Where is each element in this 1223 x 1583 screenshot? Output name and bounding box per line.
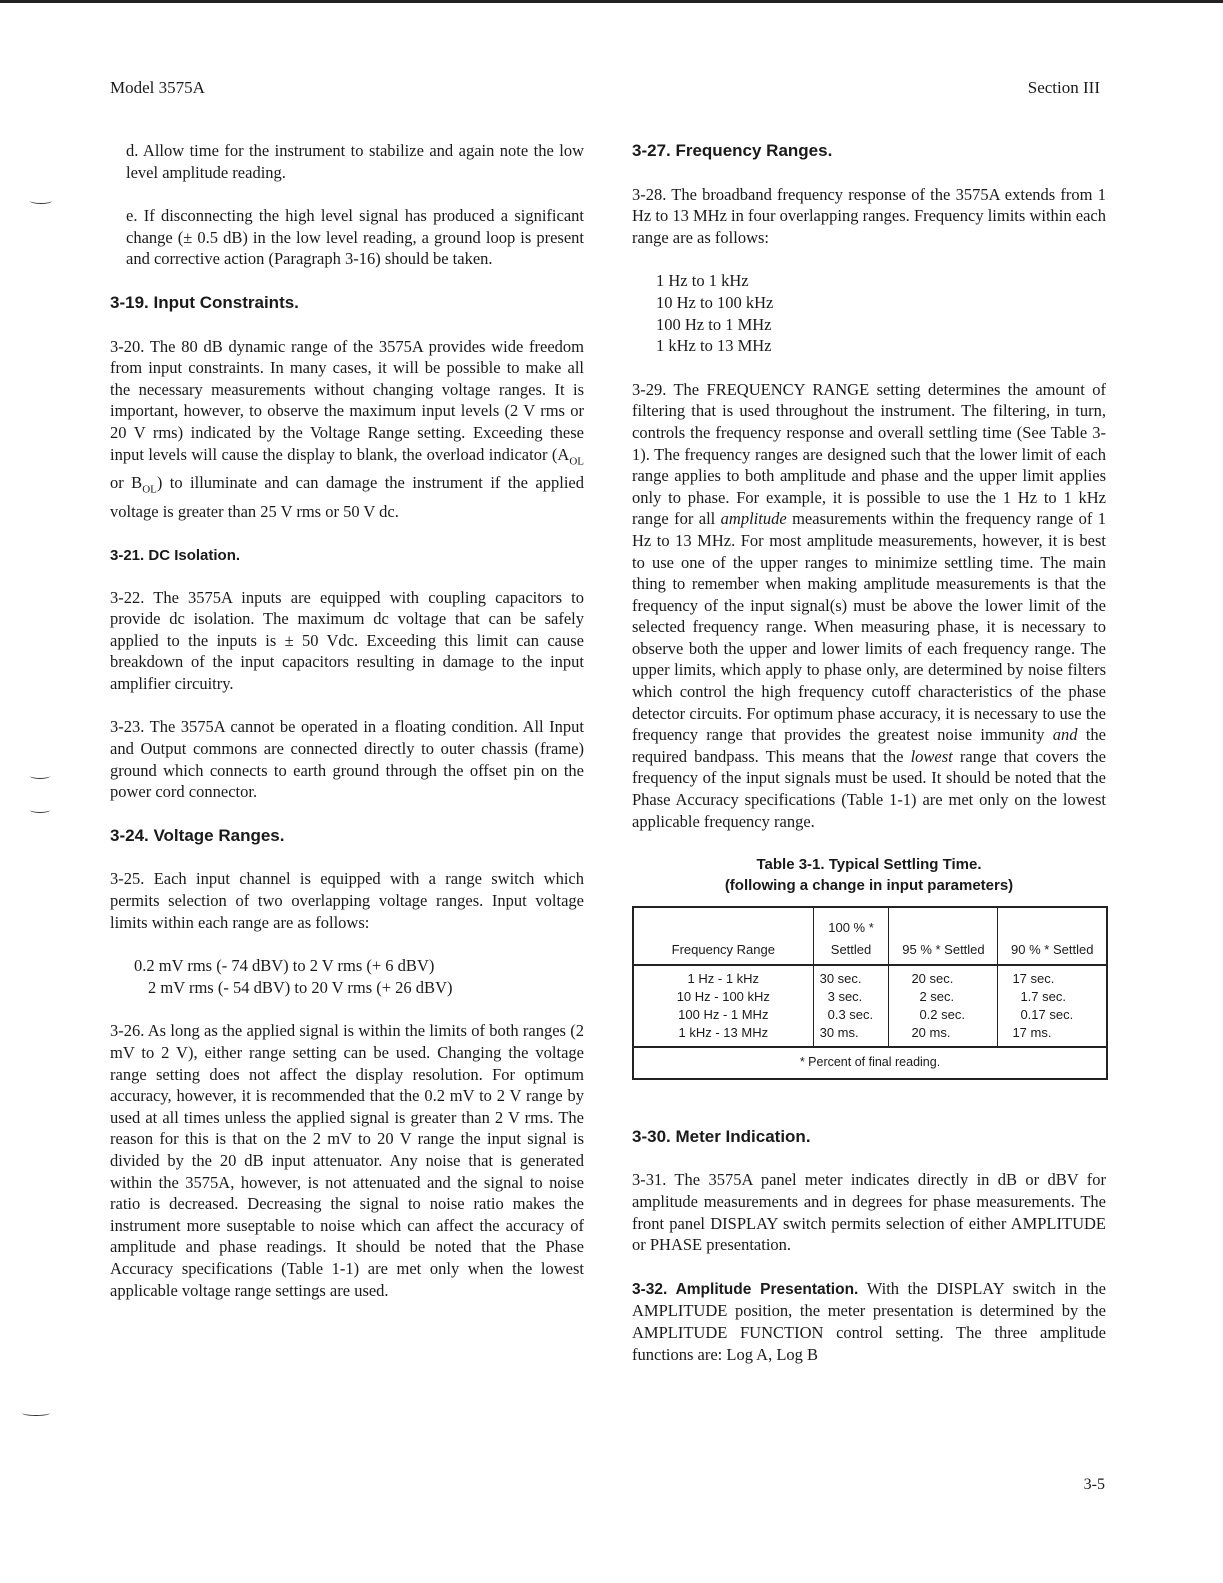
binder-mark (30, 807, 50, 813)
settled-100-cells: 30 sec. 3 sec. 0.3 sec. 30 ms. (813, 965, 889, 1047)
paragraph-step-d: d. Allow time for the instrument to stabilize and again note the low level amplitude reading. (126, 141, 584, 182)
heading-frequency-ranges: 3-27. Frequency Ranges. (632, 141, 833, 160)
paragraph-3-29: 3-29. The FREQUENCY RANGE setting determines the amount of filtering that is used throughout the instrument. The filtering, in turn, controls the frequency response and overall settling time (See Table 3-1). The frequency ranges are designed such that the lower limit of each range applies to both amplitude and phase and the upper limit applies only to phase. For example, it is possible to use the 1 Hz to 1 kHz range for all amplitude measurements within the frequency range of 1 Hz to 13 MHz. For most amplitude measurements, however, it is best to use one of the upper ranges to minimize settling time. The main thing to remember when making amplitude measurements is that the frequency of the input signal(s) must be above the lower limit of the selected frequency range. When measuring phase, it is necessary to observe both the upper and lower limits of each frequency range. The upper limits, which apply to phase only, are determined by noise filters which control the high frequency cutoff characteristics of the phase detector circuits. For optimum phase accuracy, it is necessary to use the frequency range that provides the greatest noise immunity and the required bandpass. This means that the lowest range that covers the frequency of the input signals must be used. It should be noted that the Phase Accuracy specifications (Table 1-1) are met only on the lowest applicable frequency range. (632, 379, 1106, 831)
heading-voltage-ranges: 3-24. Voltage Ranges. (110, 825, 285, 845)
voltage-range-item: 0.2 mV rms (- 74 dBV) to 2 V rms (+ 6 dBV) (134, 956, 435, 976)
paragraph-3-31: 3-31. The 3575A panel meter indicates directly in dB or dBV for amplitude measurements and in degrees for phase measurements. The front panel DISPLAY switch permits selection of either AMPLITUDE or PHASE presentation. (632, 1170, 1106, 1255)
frequency-range-cells: 1 Hz - 1 kHz 10 Hz - 100 kHz 100 Hz - 1 MHz 1 kHz - 13 MHz (676, 971, 770, 1041)
table-body (633, 965, 1107, 1047)
frequency-range-item: 100 Hz to 1 MHz (656, 314, 772, 334)
table-header-cell: 95 % * Settled (889, 907, 998, 965)
binder-mark (30, 198, 52, 204)
settling-time-table (632, 906, 1108, 1080)
header-section: Section III (1027, 78, 1100, 97)
table-header-cell: 100 % * Settled (813, 907, 889, 965)
page-number: 3-5 (1083, 1476, 1105, 1493)
table-footnote: * Percent of final reading. (633, 1047, 1107, 1079)
paragraph-3-20: 3-20. The 80 dB dynamic range of the 3575A provides wide freedom from input constraints. In many cases, it will be possible to make all the necessary measurements without changing voltage ranges. It is important, however, to observe the maximum input levels (2 V rms or 20 V rms) indicated by the Voltage Range setting. Exceeding these input levels will cause the display to blank, the overload indicator ($A_{OL}$ or $B_{OL}$) to illuminate and can damage the instrument if the applied voltage is greater than 25 V rms or 50 V dc. (110, 336, 584, 522)
paragraph-3-25: 3-25. Each input channel is equipped with a range switch which permits selection of two overlapping voltage ranges. Input voltage limits within each range are as follows: (110, 869, 584, 932)
right-column (632, 140, 1106, 1387)
binder-mark (30, 773, 50, 779)
table-caption: Table 3-1. Typical Settling Time. (following a change in input parameters) (724, 856, 1014, 895)
table-header-row (633, 907, 1107, 965)
heading-dc-isolation: 3-21. DC Isolation. (110, 546, 241, 564)
left-column (110, 140, 584, 1323)
heading-input-constraints: 3-19. Input Constraints. (110, 292, 299, 312)
heading-meter-indication: 3-30. Meter Indication. (632, 1126, 811, 1146)
frequency-range-item: 1 kHz to 13 MHz (656, 336, 772, 356)
frequency-range-item: 10 Hz to 100 kHz (656, 292, 774, 312)
paragraph-3-32: 3-32. Amplitude Presentation. With the DISPLAY switch in the AMPLITUDE position, the meter presentation is determined by the AMPLITUDE FUNCTION control setting. The three amplitude functions are: Log A, Log B (632, 1278, 1106, 1364)
top-border-line (0, 0, 1223, 3)
frequency-range-list (656, 270, 1106, 356)
paragraph-3-26: 3-26. As long as the applied signal is within the limits of both ranges (2 mV to 2 V), either range setting can be used. Changing the voltage range setting does not affect the display resolution. For optimum accuracy, however, it is recommended that the 0.2 mV to 2 V range by used at all times unless the applied signal is greater than 2 V rms. The reason for this is that on the 2 mV to 20 V range the input signal is divided by the 20 dB input attenuator. Any noise that is generated within the 3575A, however, is not attenuated and the signal to noise ratio is decreased. Decreasing the signal to noise ratio makes the instrument more suseptable to noise which can affect the accuracy of amplitude and phase readings. It should be noted that the Phase Accuracy specifications (Table 1-1) are met only when the lowest applicable voltage range settings are used. (110, 1021, 584, 1300)
paragraph-3-23: 3-23. The 3575A cannot be operated in a floating condition. All Input and Output commons are connected directly to outer chassis (frame) ground which connects to earth ground through the offset pin on the power cord connector. (110, 717, 584, 802)
table-header-cell: 90 % * Settled (998, 907, 1107, 965)
voltage-range-list (134, 955, 584, 998)
header-model: Model 3575A (110, 78, 205, 97)
settled-95-cells: 20 sec. 2 sec. 0.2 sec. 20 ms. (889, 965, 998, 1047)
table-header-cell: Frequency Range (633, 907, 813, 965)
frequency-range-item: 1 Hz to 1 kHz (656, 271, 749, 291)
paragraph-3-22: 3-22. The 3575A inputs are equipped with coupling capacitors to provide dc isolation. The maximum dc voltage that can be safely applied to the inputs is ± 50 Vdc. Exceeding this limit can cause breakdown of the input capacitors resulting in damage to the input amplifier circuitry. (110, 587, 584, 693)
settled-90-cells: 17 sec. 1.7 sec. 0.17 sec. 17 ms. (998, 965, 1107, 1047)
paragraph-step-e: e. If disconnecting the high level signal has produced a significant change (± 0.5 dB) in the low level reading, a ground loop is present and corrective action (Paragraph 3-16) should be taken. (126, 206, 584, 269)
binder-mark (22, 1410, 50, 1416)
voltage-range-item: 2 mV rms (- 54 dBV) to 20 V rms (+ 26 dBV) (148, 977, 453, 997)
paragraph-3-28: 3-28. The broadband frequency response of the 3575A extends from 1 Hz to 13 MHz in four overlapping ranges. Frequency limits within each range are as follows: (632, 184, 1106, 247)
